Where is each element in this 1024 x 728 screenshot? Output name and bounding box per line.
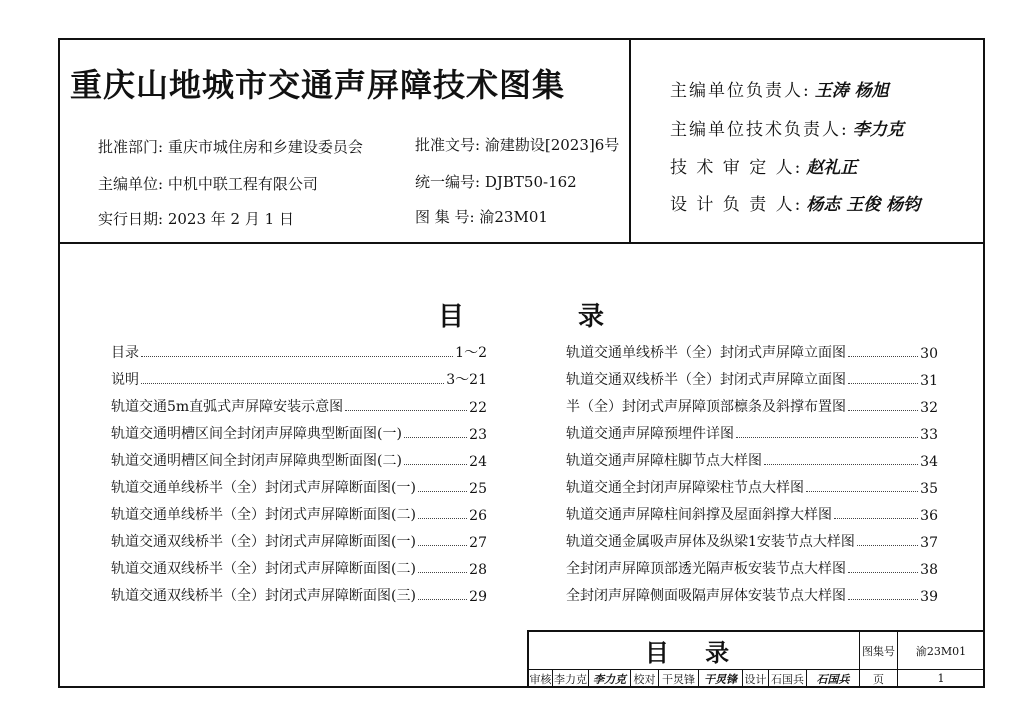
editor-label: 主编单位: xyxy=(98,175,164,193)
toc-leader xyxy=(857,545,918,546)
toc-entry[interactable] xyxy=(566,335,938,362)
atlas-no-value: 渝23M01 xyxy=(898,632,985,670)
toc-leader xyxy=(141,356,453,357)
toc-entry[interactable] xyxy=(566,416,938,443)
toc-entry[interactable] xyxy=(566,524,938,551)
responsible-label: 主编单位负责人: xyxy=(670,81,811,101)
check-label: 校对 xyxy=(631,670,659,688)
check-signature: 干炅锋 xyxy=(699,670,743,688)
approver-label: 批准部门: xyxy=(98,138,164,156)
toc-entry-page: 25 xyxy=(469,481,487,497)
toc-entry[interactable] xyxy=(111,362,487,389)
toc-entry-title: 目录 xyxy=(111,345,139,361)
review-label: 审核 xyxy=(529,670,553,688)
toc-entry-title: 轨道交通声屏障柱间斜撑及屋面斜撑大样图 xyxy=(566,507,832,523)
review-signature: 李力克 xyxy=(589,670,631,688)
toc-entry-title: 轨道交通明槽区间全封闭声屏障典型断面图(一) xyxy=(111,426,402,442)
toc-leader xyxy=(418,572,467,573)
toc-leader xyxy=(418,599,467,600)
responsible-row xyxy=(670,115,904,140)
atlas-title: 重庆山地城市交通声屏障技术图集 xyxy=(70,66,566,104)
toc-entry-title: 轨道交通双线桥半（全）封闭式声屏障立面图 xyxy=(566,372,846,388)
signature: 杨志 王俊 杨钧 xyxy=(806,195,921,215)
date-value: 2023 年 2 月 1 日 xyxy=(167,210,294,228)
toc-entry[interactable] xyxy=(566,389,938,416)
toc-entry-page: 26 xyxy=(469,508,487,524)
toc-left-column xyxy=(111,335,487,605)
doc-no-value: 渝建勘设[2023]6号 xyxy=(484,136,620,154)
toc-leader xyxy=(418,545,467,546)
sheet-name: 目 录 xyxy=(529,632,860,670)
responsible-label: 主编单位技术负责人: xyxy=(670,120,849,140)
toc-leader xyxy=(834,518,918,519)
toc-entry-title: 轨道交通双线桥半（全）封闭式声屏障断面图(二) xyxy=(111,561,416,577)
toc-entry-page: 32 xyxy=(920,400,938,416)
atlas-row xyxy=(415,206,548,227)
header-vertical-divider xyxy=(629,38,631,243)
toc-entry-page: 37 xyxy=(920,535,938,551)
toc-leader xyxy=(418,518,467,519)
toc-entry[interactable] xyxy=(566,362,938,389)
page-label: 页 xyxy=(860,670,898,688)
page-number: 1 xyxy=(898,670,985,688)
responsible-row xyxy=(670,190,920,215)
toc-leader xyxy=(848,383,918,384)
toc-entry[interactable] xyxy=(111,551,487,578)
date-label: 实行日期: xyxy=(98,210,164,228)
design-label: 设计 xyxy=(743,670,769,688)
toc-entry-page: 1～2 xyxy=(455,345,487,361)
toc-entry[interactable] xyxy=(111,470,487,497)
unified-label: 统一编号: xyxy=(415,173,481,191)
toc-entry-page: 39 xyxy=(920,589,938,605)
toc-entry[interactable] xyxy=(111,524,487,551)
toc-entry-title: 轨道交通明槽区间全封闭声屏障典型断面图(二) xyxy=(111,453,402,469)
toc-leader xyxy=(764,464,918,465)
atlas-no-label: 图集号 xyxy=(860,632,898,670)
toc-heading-char-2: 录 xyxy=(578,302,605,332)
signature: 赵礼正 xyxy=(806,158,858,178)
signature: 王涛 杨旭 xyxy=(814,81,889,101)
toc-entry-page: 29 xyxy=(469,589,487,605)
design-signature: 石国兵 xyxy=(807,670,860,688)
editor-row xyxy=(98,173,318,194)
toc-leader xyxy=(848,356,918,357)
responsible-label: 技 术 审 定 人: xyxy=(670,158,803,178)
doc-no-label: 批准文号: xyxy=(415,136,481,154)
toc-entry-page: 27 xyxy=(469,535,487,551)
editor-value: 中机中联工程有限公司 xyxy=(167,175,318,193)
toc-entry-page: 23 xyxy=(469,427,487,443)
toc-leader xyxy=(848,572,918,573)
toc-entry-page: 22 xyxy=(469,400,487,416)
toc-entry-page: 33 xyxy=(920,427,938,443)
atlas-label: 图 集 号: xyxy=(415,208,475,226)
toc-entry[interactable] xyxy=(111,443,487,470)
design-name: 石国兵 xyxy=(769,670,807,688)
toc-entry-page: 3～21 xyxy=(446,372,487,388)
review-name: 李力克 xyxy=(553,670,589,688)
toc-entry-title: 全封闭声屏障侧面吸隔声屏体安装节点大样图 xyxy=(566,588,846,604)
toc-leader xyxy=(345,410,467,411)
atlas-value: 渝23M01 xyxy=(479,208,548,226)
check-name: 干炅锋 xyxy=(659,670,699,688)
toc-entry-title: 说明 xyxy=(111,372,139,388)
responsible-label: 设 计 负 责 人: xyxy=(670,195,803,215)
toc-entry-title: 轨道交通金属吸声屏体及纵梁1安装节点大样图 xyxy=(566,534,855,550)
toc-entry[interactable] xyxy=(566,497,938,524)
toc-entry-page: 30 xyxy=(920,346,938,362)
toc-entry-title: 轨道交通单线桥半（全）封闭式声屏障断面图(一) xyxy=(111,480,416,496)
toc-entry[interactable] xyxy=(111,389,487,416)
toc-entry-page: 24 xyxy=(469,454,487,470)
toc-entry-page: 35 xyxy=(920,481,938,497)
toc-entry-title: 轨道交通双线桥半（全）封闭式声屏障断面图(三) xyxy=(111,588,416,604)
toc-leader xyxy=(736,437,918,438)
toc-entry-title: 轨道交通声屏障柱脚节点大样图 xyxy=(566,453,762,469)
toc-entry[interactable] xyxy=(566,470,938,497)
toc-leader xyxy=(848,599,918,600)
toc-entry-page: 28 xyxy=(469,562,487,578)
toc-entry[interactable] xyxy=(111,416,487,443)
toc-entry-title: 轨道交通双线桥半（全）封闭式声屏障断面图(一) xyxy=(111,534,416,550)
toc-entry-title: 轨道交通声屏障预埋件详图 xyxy=(566,426,734,442)
responsible-row xyxy=(670,76,889,101)
toc-entry-page: 38 xyxy=(920,562,938,578)
toc-entry[interactable] xyxy=(566,578,938,605)
toc-entry-page: 31 xyxy=(920,373,938,389)
toc-entry-page: 36 xyxy=(920,508,938,524)
toc-entry-title: 轨道交通单线桥半（全）封闭式声屏障立面图 xyxy=(566,345,846,361)
unified-value: DJBT50-162 xyxy=(484,173,577,191)
toc-entry[interactable] xyxy=(566,443,938,470)
toc-heading-char-1: 目 xyxy=(438,302,465,332)
unified-row xyxy=(415,171,577,192)
toc-leader xyxy=(141,383,444,384)
toc-right-column xyxy=(566,335,938,605)
toc-leader xyxy=(418,491,467,492)
doc-no-row xyxy=(415,134,619,155)
responsible-row xyxy=(670,153,857,178)
toc-entry-title: 轨道交通全封闭声屏障梁柱节点大样图 xyxy=(566,480,804,496)
toc-entry[interactable] xyxy=(111,335,487,362)
toc-entry[interactable] xyxy=(111,578,487,605)
approver-row xyxy=(98,136,363,157)
toc-entry-title: 半（全）封闭式声屏障顶部檩条及斜撑布置图 xyxy=(566,399,846,415)
date-row xyxy=(98,208,294,229)
toc-entry[interactable] xyxy=(111,497,487,524)
toc-leader xyxy=(806,491,918,492)
title-block xyxy=(527,630,985,688)
toc-entry-page: 34 xyxy=(920,454,938,470)
toc-entry-title: 轨道交通5m直弧式声屏障安装示意图 xyxy=(111,399,344,415)
toc-leader xyxy=(404,464,467,465)
signature: 李力克 xyxy=(852,120,904,140)
toc-entry-title: 轨道交通单线桥半（全）封闭式声屏障断面图(二) xyxy=(111,507,416,523)
toc-entry-title: 全封闭声屏障顶部透光隔声板安装节点大样图 xyxy=(566,561,846,577)
header-divider xyxy=(58,242,985,244)
toc-leader xyxy=(404,437,467,438)
toc-entry[interactable] xyxy=(566,551,938,578)
approver-value: 重庆市城住房和乡建设委员会 xyxy=(167,138,363,156)
toc-leader xyxy=(848,410,918,411)
